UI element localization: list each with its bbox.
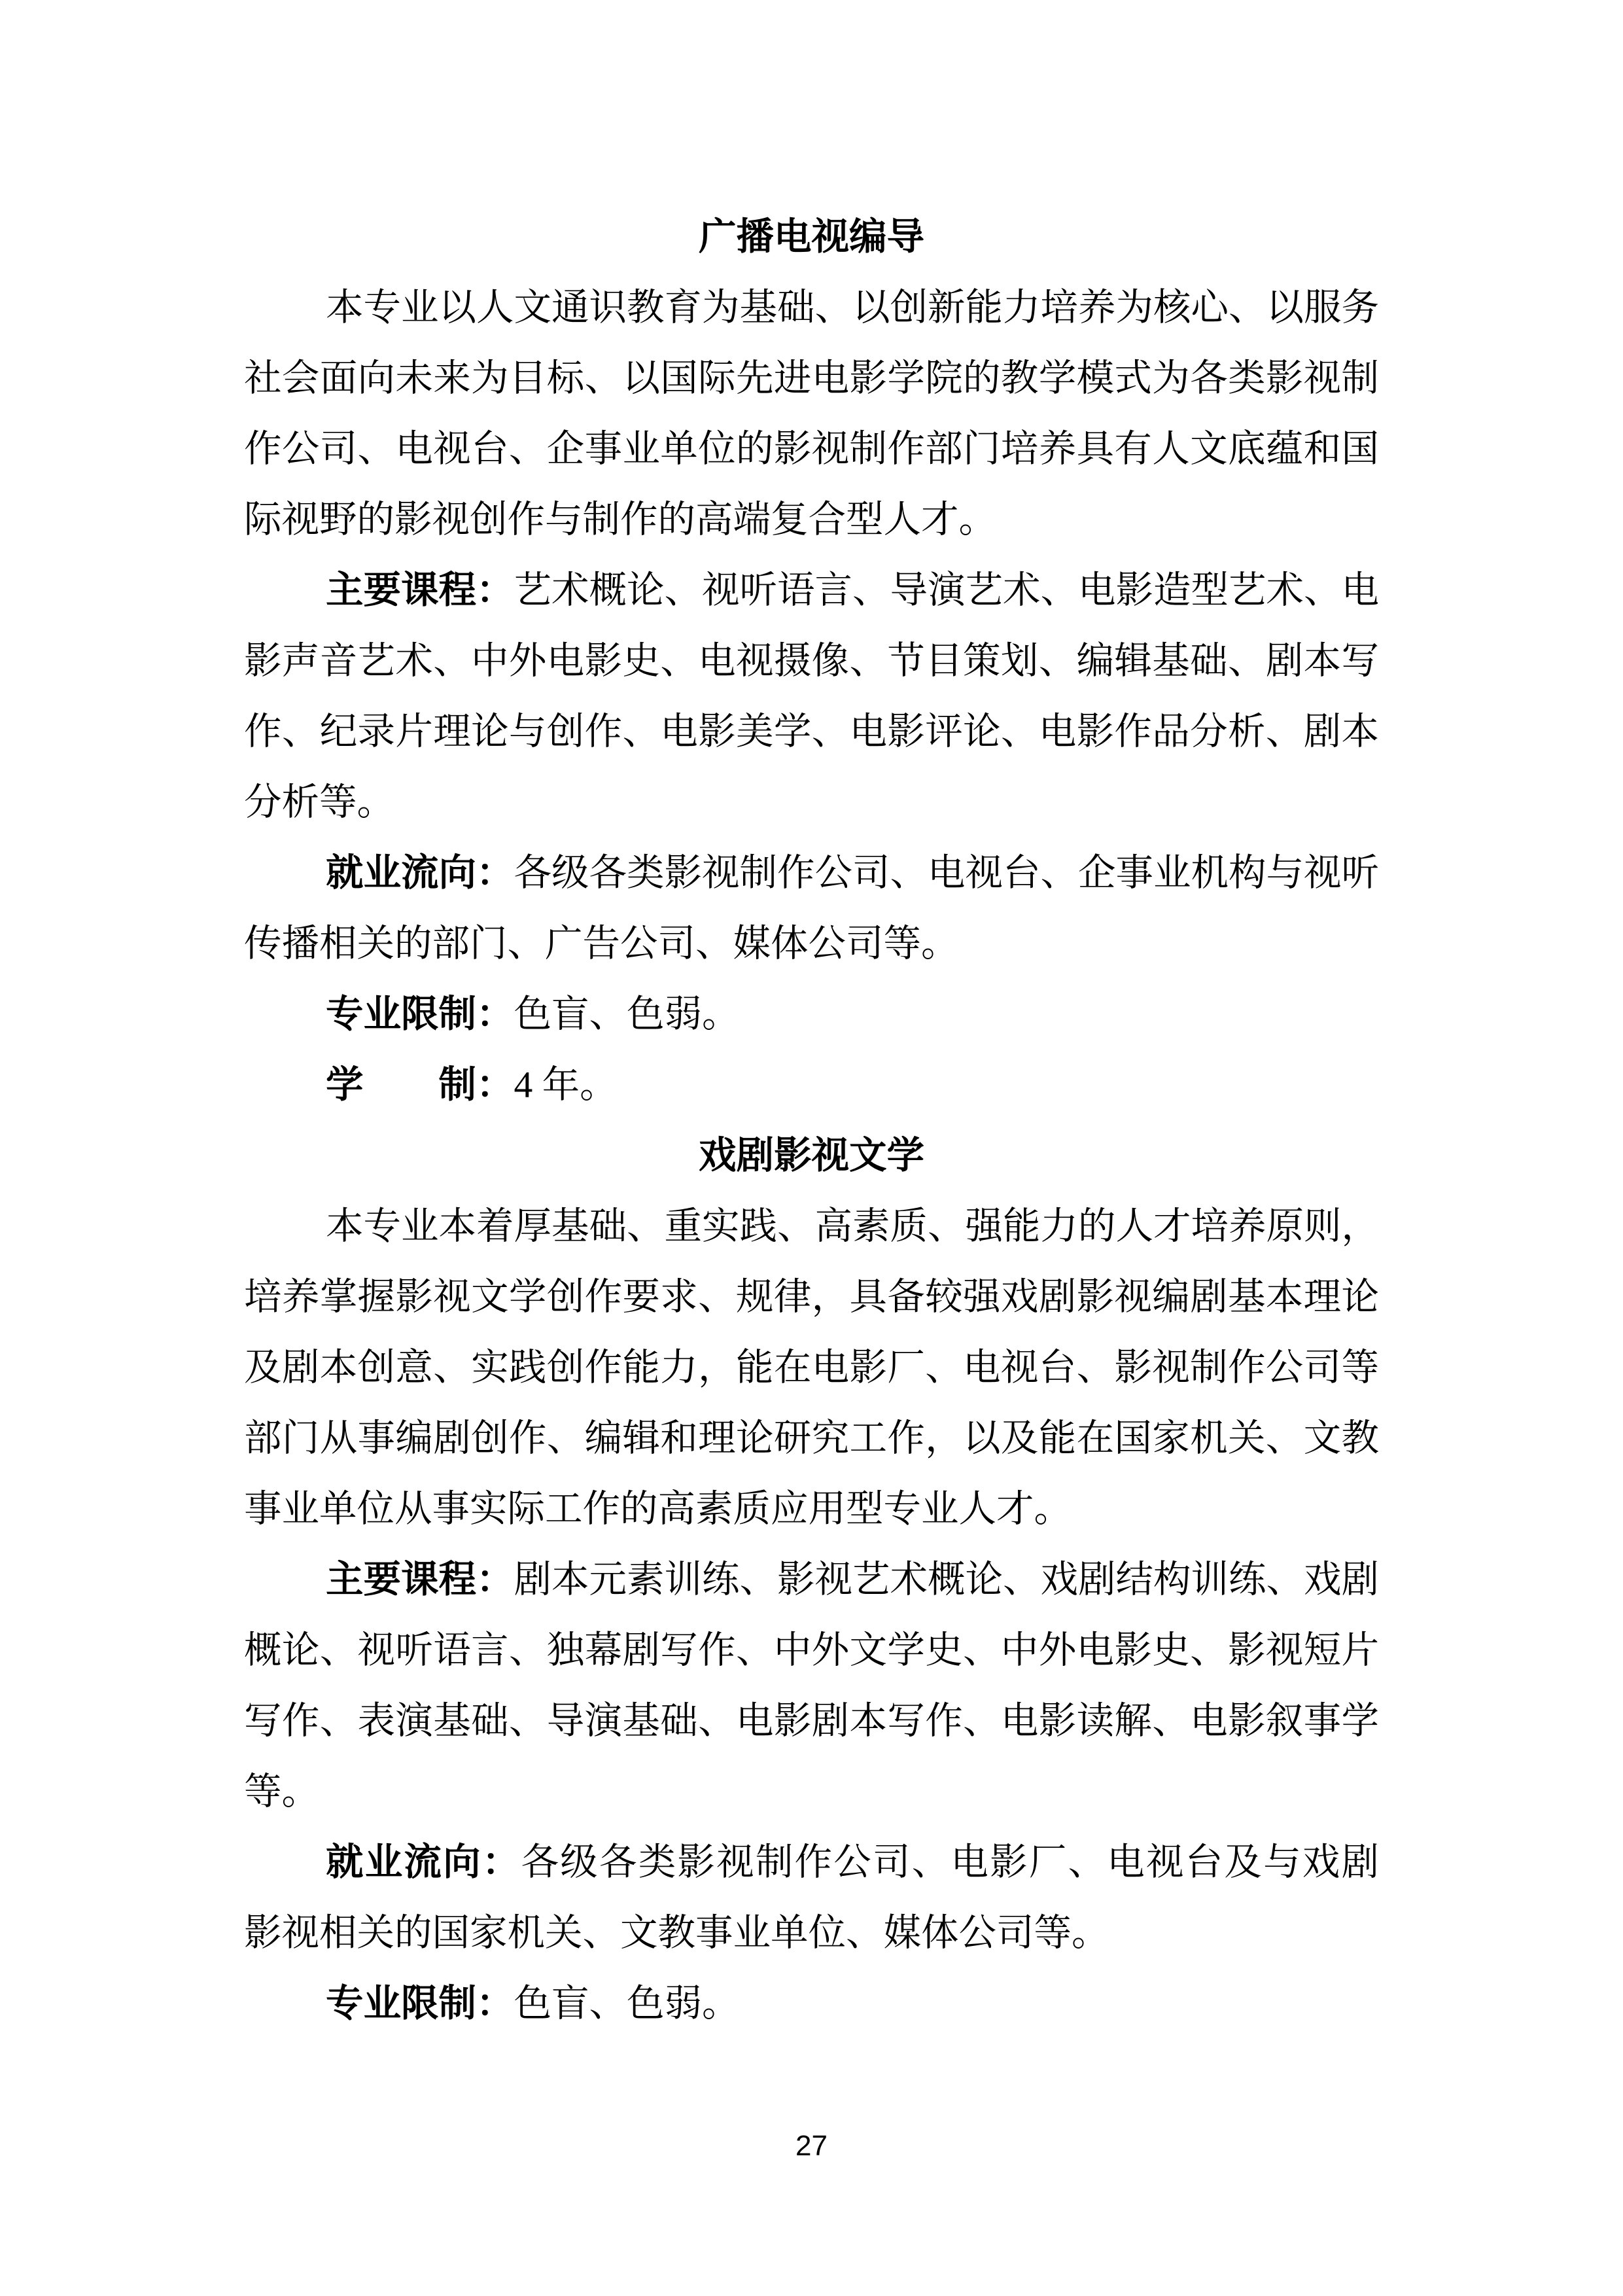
text-line [244, 1050, 1379, 1121]
line-text: 事业单位从事实际工作的高素质应用型专业人才。 [244, 1489, 1072, 1530]
line-text: 本专业以人文通识教育为基础、以创新能力培养为核心、以服务 [326, 287, 1379, 328]
text-line [244, 1828, 1379, 1898]
text-line [244, 1474, 1379, 1545]
text-line [244, 768, 1379, 838]
line-text: 分析等。 [244, 782, 394, 823]
line-text: 各级各类影视制作公司、电影厂、电视台及与戏剧 [521, 1842, 1380, 1883]
text-line [244, 485, 1379, 556]
line-text: 4 年。 [514, 1065, 618, 1106]
line-text: 各级各类影视制作公司、电视台、企事业机构与视听 [514, 853, 1379, 894]
line-text: 影视相关的国家机关、文教事业单位、媒体公司等。 [244, 1913, 1109, 1954]
text-line [244, 1333, 1379, 1404]
text-line [244, 1262, 1379, 1333]
text-line [244, 1545, 1379, 1616]
text-line [244, 1686, 1379, 1757]
text-line [244, 626, 1379, 697]
text-line [244, 1969, 1379, 2040]
text-line [244, 414, 1379, 485]
field-label: 专业限制： [326, 994, 514, 1035]
line-text: 作公司、电视台、企事业单位的影视制作部门培养具有人文底蕴和国 [244, 429, 1379, 470]
field-label: 就业流向： [326, 1842, 521, 1883]
text-line [244, 1616, 1379, 1686]
line-text: 色盲、色弱。 [514, 1983, 740, 2024]
field-label: 主要课程： [326, 570, 514, 611]
line-text: 概论、视听语言、独幕剧写作、中外文学史、中外电影史、影视短片 [244, 1630, 1379, 1671]
section-heading-2: 戏剧影视文学 [699, 1135, 924, 1176]
text-line [244, 697, 1379, 768]
text-line [244, 1898, 1379, 1969]
line-text: 部门从事编剧创作、编辑和理论研究工作，以及能在国家机关、文教 [244, 1418, 1379, 1459]
field-label: 就业流向： [326, 853, 514, 894]
line-text: 写作、表演基础、导演基础、电影剧本写作、电影读解、电影叙事学 [244, 1701, 1379, 1742]
line-text: 社会面向未来为目标、以国际先进电影学院的教学模式为各类影视制 [244, 358, 1379, 399]
page-number: 27 [795, 2130, 828, 2162]
text-line [244, 344, 1379, 414]
document-body [244, 202, 1379, 2040]
field-label: 学 制： [326, 1065, 514, 1106]
line-text: 及剧本创意、实践创作能力，能在电影厂、电视台、影视制作公司等 [244, 1347, 1379, 1388]
line-text: 色盲、色弱。 [514, 994, 740, 1035]
line-text: 培养掌握影视文学创作要求、规律，具备较强戏剧影视编剧基本理论 [244, 1277, 1379, 1318]
line-text: 影声音艺术、中外电影史、电视摄像、节目策划、编辑基础、剧本写 [244, 641, 1379, 682]
line-text: 作、纪录片理论与创作、电影美学、电影评论、电影作品分析、剧本 [244, 711, 1379, 752]
line-text: 剧本元素训练、影视艺术概论、戏剧结构训练、戏剧 [514, 1559, 1379, 1600]
text-line [244, 1757, 1379, 1828]
text-line [244, 909, 1379, 980]
text-line [244, 1404, 1379, 1474]
field-label: 专业限制： [326, 1983, 514, 2024]
line-text: 艺术概论、视听语言、导演艺术、电影造型艺术、电 [514, 570, 1379, 611]
text-line [244, 556, 1379, 626]
text-line [244, 980, 1379, 1050]
field-label: 主要课程： [326, 1559, 514, 1600]
line-text: 本专业本着厚基础、重实践、高素质、强能力的人才培养原则， [326, 1206, 1379, 1247]
line-text: 际视野的影视创作与制作的高端复合型人才。 [244, 499, 996, 540]
line-text: 等。 [244, 1771, 319, 1812]
line-text: 传播相关的部门、广告公司、媒体公司等。 [244, 923, 959, 964]
text-line [244, 273, 1379, 344]
text-line [244, 1192, 1379, 1262]
text-line [244, 838, 1379, 909]
section-heading-1: 广播电视编导 [699, 217, 924, 258]
